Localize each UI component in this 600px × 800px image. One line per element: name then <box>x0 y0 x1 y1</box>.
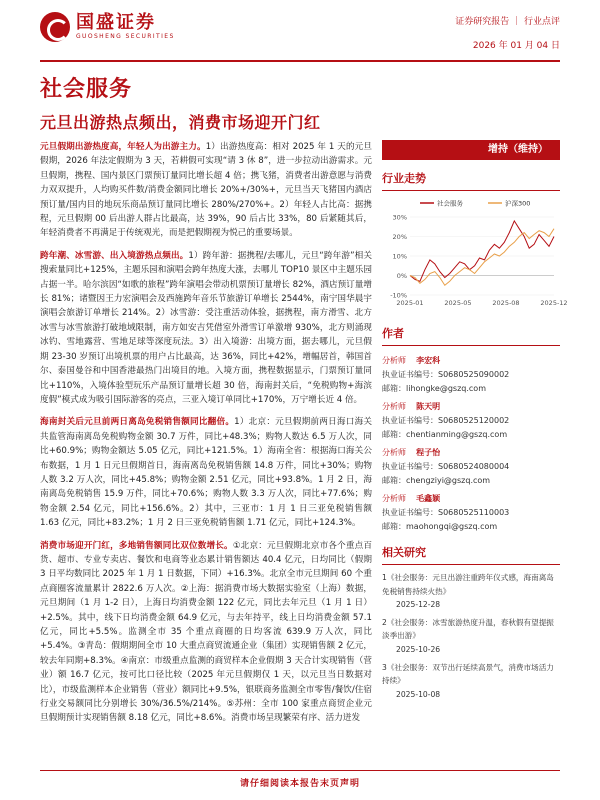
report-type: 证券研究报告 ｜ 行业点评 <box>455 17 560 27</box>
cert-label: 执业证书编号： <box>382 508 438 517</box>
related-item[interactable] <box>382 661 560 702</box>
analyst-name: 陈天明 <box>416 402 441 411</box>
cert-label: 执业证书编号： <box>382 370 438 379</box>
paragraph <box>40 249 372 407</box>
cert-number: S0680525120002 <box>438 416 510 425</box>
trend-chart <box>382 195 568 315</box>
paragraph-text: 1）北京：元旦假期前两日海口海关共监管海南离岛免税购物金额 30.7 万件，同比+48.3%；购物人数达 6.5 万人次，同比+60.9%；购物金额达 5.05 亿元，同比+121.5%。1）海南全省：根据海口海关公布数据，1 月 1 日元旦假期首日，海南离岛免税销售额 14.8 万件，同比+30%；购物人数 3.2 万人次，同比+45.8%；购物金额 2.51 亿元，同比+93.8%。1 月 2 日，海南离岛免税销售 15.9 万件，同比+70.6%；购物人数 3.3 万人次，同比+77.6%；购物金额 2.54 亿元，同比+156.6%。2）其中，三亚市：1 月 1 日三亚免税销售额 1.63 亿元，同比+83.2%；1 月 2 日三亚免税销售额 1.71 亿元，同比+124.3%。 <box>40 417 372 529</box>
report-title: 元旦出游热点频出，消费市场迎开门红 <box>40 113 321 132</box>
analyst-entry <box>382 446 560 488</box>
related-list <box>382 571 560 701</box>
footer-divider <box>40 770 560 771</box>
x-tick-label: 2025-05 <box>444 299 472 307</box>
analyst-name: 李宏科 <box>416 356 441 365</box>
related-item[interactable] <box>382 616 560 657</box>
report-date: 2026 年 01 月 04 日 <box>472 41 560 51</box>
x-tick-label: 2025-08 <box>492 299 520 307</box>
paragraph-lead: 海南封关后元旦前两日离岛免税销售额同比翻倍。 <box>40 417 235 428</box>
paragraph <box>40 415 372 530</box>
x-tick-label: 2025-12 <box>540 299 568 307</box>
related-heading: 相关研究 <box>382 544 560 565</box>
paragraph-lead: 跨年潮、冰雪游、出入境游热点频出。 <box>40 250 189 261</box>
series-line <box>410 221 554 281</box>
rating-badge: 增持（维持） <box>382 140 560 160</box>
analyst-entry <box>382 492 560 534</box>
paragraph <box>40 539 372 726</box>
cert-number: S0680524080004 <box>438 462 510 471</box>
y-tick-label: 20% <box>392 233 407 241</box>
analyst-name: 程子怡 <box>416 448 441 457</box>
y-tick-label: 10% <box>392 252 407 261</box>
analyst-role: 分析师 <box>382 494 406 503</box>
legend-label: 社会服务 <box>437 199 463 208</box>
analyst-list <box>382 354 560 534</box>
x-tick-label: 2025-01 <box>396 299 424 307</box>
analyst-email[interactable]: maohongqi@gszq.com <box>406 522 498 531</box>
related-title[interactable]: 1《社会服务：元旦出游注重跨年仪式感，海南离岛免税销售持续火热》 <box>382 573 554 596</box>
analyst-role: 分析师 <box>382 402 406 411</box>
analyst-entry <box>382 400 560 442</box>
related-date: 2025-12-28 <box>396 600 441 610</box>
paragraph-text: 1）跨年游：据携程/去哪儿，元旦“跨年游”相关搜索量同比+125%，主题乐园和演唱会跨年热度大涨，去哪儿 TOP10 景区中主题乐园占据一半。哈尔滨因“如歌的旅程”跨年演唱会带动机票预订量增长 82%，酒店预订量增长 81%；诸暨因王力宏演唱会及西施跨年音乐节旅游订单增长 2544%，南宁国华晨宇演唱会旅游订单增长 214%。2）冰雪游：受注重活动体验，据携程，南方滑雪、北方冰雪与冰雪旅游打破地域限制，南方如安吉凭借室外滑雪订单激增 930%，北方则涌现冰钓、雪地露营、雪地足球等深度玩法。3）出入境游：出境方面，据去哪儿，元旦假期 23-30 岁预订出境机票的用户占比最高，达 36%，同比+42%，增幅居首，韩国首尔、泰国曼谷和中国香港最热门出境目的地。入境方面，携程数据显示，门票预订量同比+110%，入境体验型玩乐产品预订量增长超 30 倍，海南封关后，“免税购物+海滨度假”模式成为吸引国际游客的亮点，三亚入境订单同比+170%，万宁增长近 4 倍。 <box>40 250 372 405</box>
analyst-email[interactable]: chentianming@gszq.com <box>406 430 508 439</box>
trend-heading: 行业走势 <box>382 170 560 191</box>
cert-label: 执业证书编号： <box>382 416 438 425</box>
logo-english-name: GUOSHENG SECURITIES <box>76 33 175 40</box>
related-title[interactable]: 3《社会服务：双节出行延续高景气，消费市场活力持续》 <box>382 662 554 686</box>
legend-label: 沪深300 <box>505 199 531 208</box>
body-column <box>40 140 372 734</box>
paragraph-lead: 消费市场迎开门红，多地销售额同比双位数增长。 <box>40 540 233 551</box>
header-divider <box>40 60 560 62</box>
y-tick-label: 0% <box>396 272 407 280</box>
analyst-email[interactable]: lihongke@gszq.com <box>406 384 486 393</box>
paragraph-text: ①北京：元旦假期北京市各个重点百货、超市、专业专卖店、餐饮和电商等业态累计销售额达 40.4 亿元，日均同比（假期 3 日平均数同比 2025 年 1 月 1 日数据，下同）+16.3%。北京全市元旦期间 60 个重点商圈客流量累计 2822.6 万人次。②上海：据消费市场大数据实验室（上海）数据，元旦期间（1 月 1-2 日），上海日均消费金额 122 亿元，同比去年元旦（1 月 1 日）+2.5%。其中，线下日均消费金额 64.9 亿元，与去年持平，线上日均消费金额 57.1 亿元，同比+5.5%。监测全市 35 个重点商圈的日均客流 639.9 万人次，同比+5.4%。③青岛：假期期间全市 10 大重点商贸流通企业（集团）实现销售额 2 亿元，较去年同期+8.3%。④南京：市级重点监测的商贸样本企业假期 3 天合计实现销售（营业）额 16.7 亿元，按可比口径比较（2025 年元旦假期仅 1 天，以元旦当日数据对比），市级监测样本企业销售（营业）额同比+9.5%，银联商务监测全市零售/餐饮/住宿行业交易额同比分别增长 30%/36.5%/214%。⑤苏州：全市 100 家重点商贸企业元旦假期预计实现销售额 8.18 亿元，同比+8.6%。消费市场呈现繁荣有序、活力迸发 <box>40 540 372 724</box>
sidebar <box>382 140 568 705</box>
related-title[interactable]: 2《社会服务：冰雪旅游热度升温，春秋假有望提振淡季出游》 <box>382 617 554 641</box>
analyst-role: 分析师 <box>382 356 406 365</box>
analyst-entry <box>382 354 560 396</box>
analyst-role: 分析师 <box>382 448 406 457</box>
analyst-name: 毛鑫颖 <box>416 494 441 503</box>
email-label: 邮箱： <box>382 384 406 393</box>
cert-number: S0680525090002 <box>438 370 510 379</box>
industry-name: 社会服务 <box>40 77 133 102</box>
cert-label: 执业证书编号： <box>382 462 438 471</box>
logo-mark-icon <box>40 12 70 42</box>
paragraph <box>40 140 372 241</box>
related-item[interactable] <box>382 571 560 612</box>
analysts-heading: 作者 <box>382 325 560 346</box>
company-logo <box>40 12 175 42</box>
email-label: 邮箱： <box>382 522 406 531</box>
cert-number: S0680525110003 <box>438 508 510 517</box>
analyst-email[interactable]: chengziyi@gszq.com <box>406 476 491 485</box>
y-tick-label: -10% <box>390 291 407 300</box>
paragraph-lead: 元旦假期出游热度高，年轻人为出游主力。 <box>40 142 206 152</box>
report-header <box>0 0 600 66</box>
related-date: 2025-10-26 <box>396 644 441 654</box>
paragraph-text: 1）出游热度高：相对 2025 年 1 天的元旦假期，2026 年法定假期为 3 天，若耕假可实现“请 3 休 8”，进一步拉动出游需求。元旦假期，携程、国内景区门票预订量同比增长超 4 倍；携飞猪，消费者出游意愿与消费力双双提升，人均购买件数/消费金额同比增长 20%+/30%+，元旦当天飞猪国内酒店预订量/国内目的地玩乐商品预订量同比增长 280%/270%+。2）年轻人占比高：据携程，元旦假期 00 后出游人群占比最高，达 39%，90 后占比 33%，80 后紧随其后，年轻消费者不再满足于传统观光，而是把假期视为悦己的重要场景。 <box>40 142 372 239</box>
y-tick-label: 30% <box>392 213 407 222</box>
email-label: 邮箱： <box>382 476 406 485</box>
logo-chinese-name: 国盛证券 <box>76 12 156 33</box>
related-date: 2025-10-08 <box>396 689 441 699</box>
email-label: 邮箱： <box>382 430 406 439</box>
trend-chart-svg <box>382 195 568 315</box>
footer-disclaimer: 请仔细阅读本报告末页声明 <box>239 779 360 789</box>
series-line <box>410 229 554 286</box>
